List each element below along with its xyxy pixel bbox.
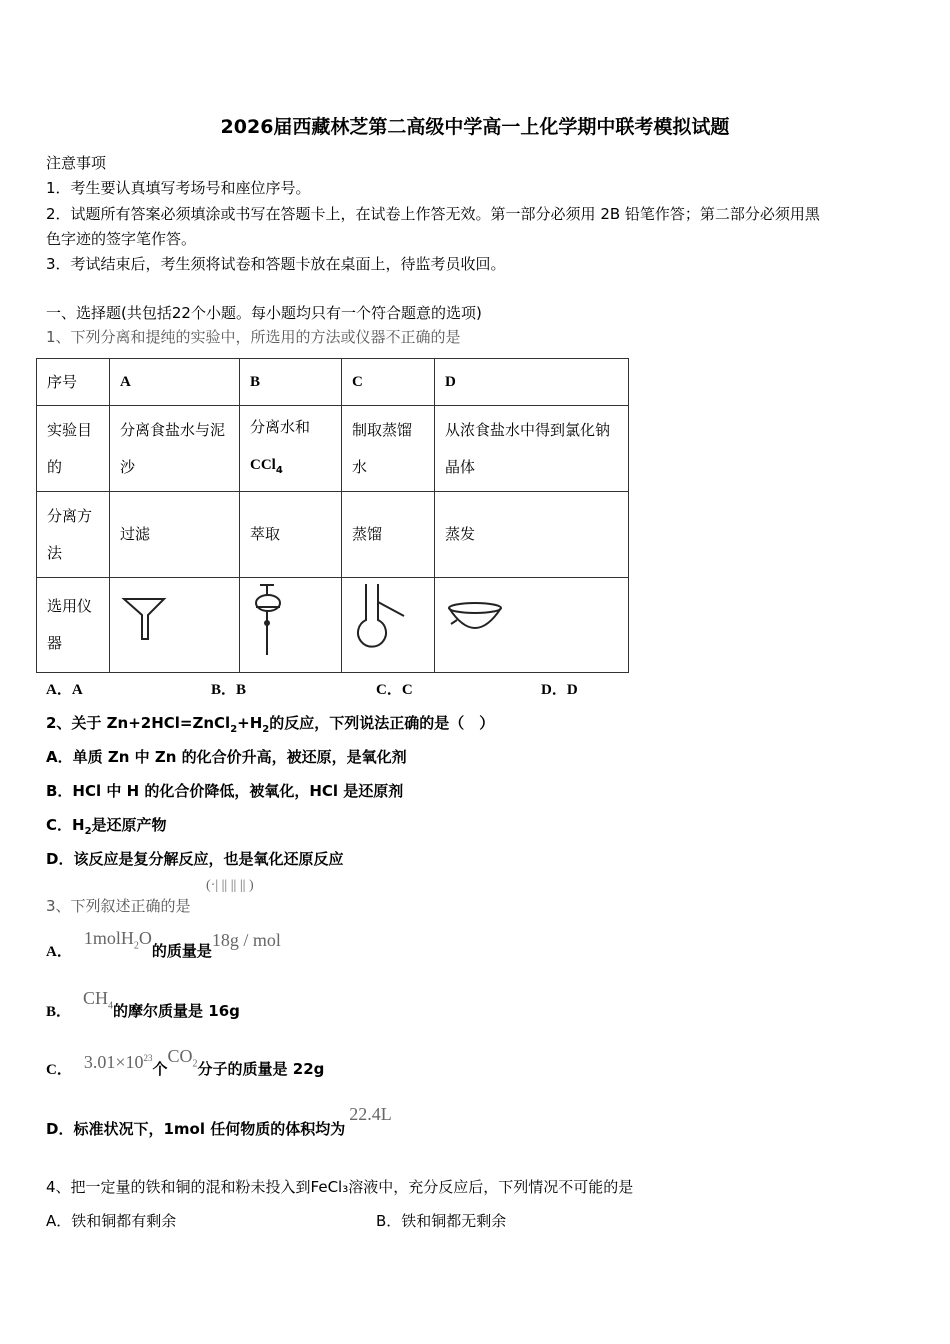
notice-item: 3．考试结束后，考生须将试卷和答题卡放在桌面上，待监考员收回。 xyxy=(46,255,506,273)
table-cell: 制取蒸馏水 xyxy=(342,406,435,492)
table-header: B xyxy=(240,359,342,406)
question-3-stem: 3、下列叙述正确的是 xyxy=(46,897,191,915)
notice-heading: 注意事项 xyxy=(46,154,107,172)
notice-item: 色字迹的签字笔作答。 xyxy=(46,230,197,248)
table-cell: 蒸馏 xyxy=(342,492,435,578)
page-title: 2026届西藏林芝第二高级中学高一上化学期中联考模拟试题 xyxy=(220,116,730,138)
evaporating-dish-icon xyxy=(435,578,629,673)
table-header: A xyxy=(110,359,240,406)
distillation-flask-icon xyxy=(342,578,435,673)
q1-option-c[interactable]: C．C xyxy=(376,682,413,698)
notice-item: 2．试题所有答案必须填涂或书写在答题卡上，在试卷上作答无效。第一部分必须用 2B 铅笔作答；第二部分必须用黑 xyxy=(46,205,820,223)
question-4-stem: 4、把一定量的铁和铜的混和粉未投入到FeCl₃溶液中，充分反应后，下列情况不可能的是 xyxy=(46,1178,634,1196)
table-header: D xyxy=(435,359,629,406)
table-cell: 分离方法 xyxy=(37,492,110,578)
question-1-stem: 1、下列分离和提纯的实验中，所选用的方法或仪器不正确的是 xyxy=(46,328,461,346)
question-1-table xyxy=(36,358,629,673)
table-cell: 从浓食盐水中得到氯化钠晶体 xyxy=(435,406,629,492)
table-cell: 分离食盐水与泥沙 xyxy=(110,406,240,492)
table-header: 序号 xyxy=(37,359,110,406)
q3-option-d[interactable]: D．标准状况下，1mol 任何物质的体积均为22.4L xyxy=(46,1104,392,1138)
q1-option-a[interactable]: A．A xyxy=(46,682,83,698)
funnel-icon xyxy=(110,578,240,673)
q3-option-a[interactable]: A．1molH$_2$O的质量是18g / mol xyxy=(46,928,281,960)
notice-item: 1．考生要认真填写考场号和座位序号。 xyxy=(46,179,311,197)
separatory-funnel-icon xyxy=(240,578,342,673)
q2-option-b[interactable]: B．HCl 中 H 的化合价降低，被氧化，HCl 是还原剂 xyxy=(46,782,404,800)
q3-stem-math: (·| || || || ) xyxy=(206,878,254,893)
table-cell: 蒸发 xyxy=(435,492,629,578)
question-2-stem: 2、关于 $Zn+2HCl=ZnCl_2+H_2$的反应，下列说法正确的是（ ） xyxy=(46,714,495,735)
q1-option-b[interactable]: B．B xyxy=(211,682,247,698)
q4-option-b[interactable]: B．铁和铜都无剩余 xyxy=(376,1212,507,1230)
table-cell: 分离水和 CCl$_4$ xyxy=(240,406,342,492)
table-cell: 萃取 xyxy=(240,492,342,578)
q3-option-c[interactable]: C． $3.01\times 10^{23}$个$CO_2$分子的质量是 22g xyxy=(46,1046,325,1078)
section-heading: 一、选择题(共包括22个小题。每小题均只有一个符合题意的选项) xyxy=(46,304,482,322)
q4-option-a[interactable]: A．铁和铜都有剩余 xyxy=(46,1212,177,1230)
table-cell: 选用仪器 xyxy=(37,578,110,673)
q3-option-b[interactable]: B．$CH_4$的摩尔质量是 16g xyxy=(46,988,240,1020)
q2-option-a[interactable]: A．单质 Zn 中 Zn 的化合价升高，被还原，是氧化剂 xyxy=(46,748,407,766)
table-header: C xyxy=(342,359,435,406)
q2-option-c[interactable]: C．$H_2$是还原产物 xyxy=(46,816,167,837)
table-cell: 实验目的 xyxy=(37,406,110,492)
table-cell: 过滤 xyxy=(110,492,240,578)
q2-option-d[interactable]: D．该反应是复分解反应，也是氧化还原反应 xyxy=(46,850,344,868)
q1-option-d[interactable]: D．D xyxy=(541,682,578,698)
